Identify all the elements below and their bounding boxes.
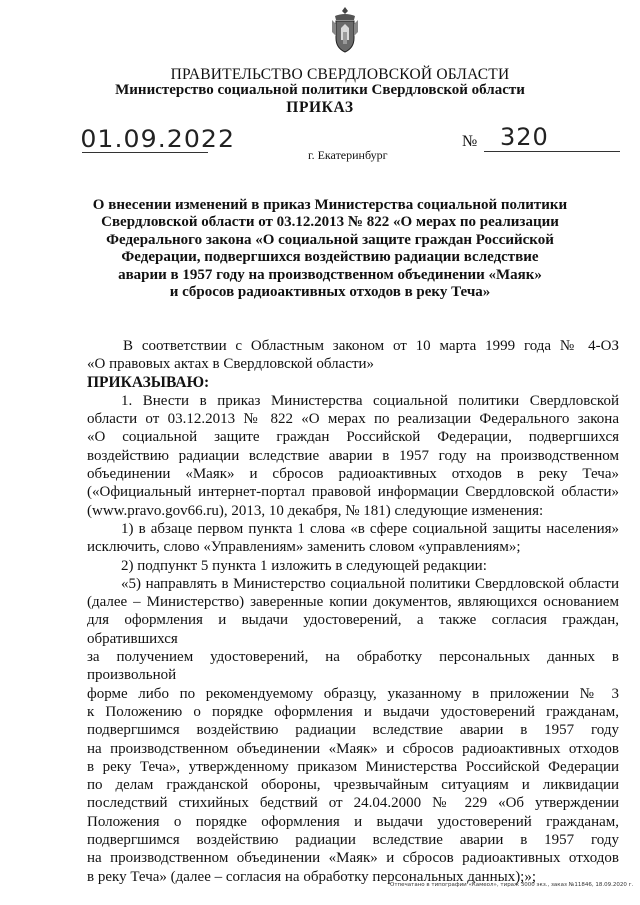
subject-line: и сбросов радиоактивных отходов в реку Теча» [169,284,491,301]
quote-line: в реку Теча» (далее – согласия на обработку персональных данных);»; [87,868,537,885]
item1-line: воздействию радиации вследствие аварии в 1957 году на производственном [87,447,619,464]
quote-line: для оформления и выдачи удостоверений, а также согласия граждан, обратившихся [87,612,619,647]
item1-line: области от 03.12.2013 № 822 «О мерах по реализации Федерального закона [87,411,619,428]
item1-line: (www.pravo.gov66.ru), 2013, 10 декабря, № 181) следующие изменения: [87,502,544,519]
quote-line: на производственном объединении «Маяк» и сбросов радиоактивных отходов [87,740,619,757]
item1-line: «О социальной защите граждан Российской Федерации, подвергшихся [87,429,619,446]
quote-line: форме либо по рекомендуемому образцу, указанному в приложении № 3 [87,685,619,702]
coat-of-arms-emblem [330,6,360,54]
item1-line: объединении «Маяк» и сбросов радиоактивных отходов в реку Теча» [87,466,619,483]
item1-line: 1. Внести в приказ Министерства социальной политики Свердловской [121,392,619,409]
subject-line: Федерации, подвергшихся воздействию радиации вследствие [121,249,539,266]
preamble-line: В соответствии с Областным законом от 10 марта 1999 года № 4-ОЗ [123,338,619,354]
government-title: ПРАВИТЕЛЬСТВО СВЕРДЛОВСКОЙ ОБЛАСТИ [170,66,510,83]
order-date: 01.09.2022 [80,125,236,153]
quote-line: (далее – Министерство) заверенные копии документов, являющихся основанием [87,594,619,611]
quote-line: в реку Теча», утвержденному приказом Министерства Российской Федерации [87,758,619,775]
print-note: Отпечатано в типографии «Камеол», тираж 3000 экз., заказ №11846, 18.09.2020 г. [390,882,634,888]
quote-line: «5) направлять в Министерство социальной политики Свердловской области [121,575,619,592]
quote-line: подвергшимся воздействию радиации вследствие аварии в 1957 году [87,832,619,849]
quote-line: подвергшимся воздействию радиации вследствие аварии в 1957 году [87,722,619,739]
order-body [87,337,619,886]
quote-line: на производственном объединении «Маяк» и сбросов радиоактивных отходов [87,850,619,867]
ministry-title: Министерство социальной политики Свердловской области [115,82,525,98]
quote-line: к Положению о порядке оформления и выдачи удостоверений гражданам, [87,703,619,720]
number-label: № [462,133,478,150]
subject-line: О внесении изменений в приказ Министерства социальной политики [92,197,568,213]
quote-line: последствий стихийных бедствий от 24.04.2000 № 229 «Об утверждении [87,795,619,812]
city: г. Екатеринбург [308,148,388,162]
order-subject [80,197,580,301]
subject-line: аварии в 1957 году на производственном объединении «Маяк» [118,266,542,283]
subitem1-line: исключить, слово «Управлениям» заменить словом «управлениям»; [87,539,521,556]
item1-line: («Официальный интернет-портал правовой информации Свердловской области» [87,484,619,501]
subitem1-line: 1) в абзаце первом пункта 1 слова «в сфере социальной защиты населения» [121,520,619,537]
order-word: ПРИКАЗЫВАЮ: [87,373,210,391]
quote-line: за получением удостоверений, на обработку персональных данных в произвольной [87,649,619,684]
subject-line: Свердловской области от 03.12.2013 № 822 «О мерах по реализации [101,214,559,231]
subitem2-line: 2) подпункт 5 пункта 1 изложить в следующей редакции: [121,557,487,574]
quote-line: Положения о порядке оформления и выдачи удостоверений гражданам, [87,813,619,830]
number-underline [484,151,620,152]
date-underline [82,152,208,153]
subject-line: Федерального закона «О социальной защите граждан Российской [106,231,554,248]
order-number: 320 [500,123,549,151]
quote-line: по делам гражданской обороны, чрезвычайным ситуациям и ликвидации [87,777,619,794]
document-type: ПРИКАЗ [286,99,354,116]
preamble-line: «О правовых актах в Свердловской области» [87,356,375,373]
